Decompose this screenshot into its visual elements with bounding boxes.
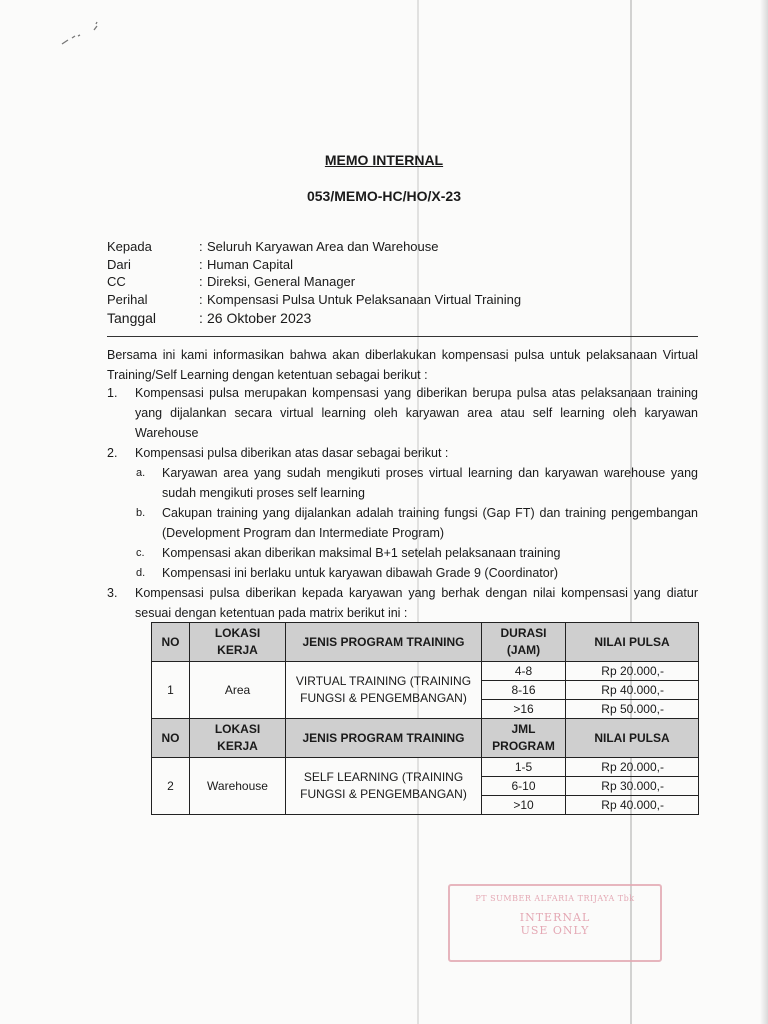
col-header-no: NO [152, 719, 190, 758]
list-number: 1. [107, 386, 118, 400]
cell-lokasi: Area [190, 662, 286, 719]
list-text: Kompensasi pulsa diberikan atas dasar sebagai berikut : [135, 446, 449, 460]
col-header-no: NO [152, 623, 190, 662]
header-value: Human Capital [207, 256, 293, 272]
list-item [107, 443, 698, 463]
table-row [152, 758, 699, 777]
col-header-durasi: DURASI (JAM) [482, 623, 566, 662]
header-colon: : [199, 291, 203, 307]
sub-list-letter: c. [136, 547, 145, 559]
col-header-jml: JML PROGRAM [482, 719, 566, 758]
sub-list-letter: d. [136, 567, 146, 579]
header-colon: : [199, 310, 203, 326]
col-header-nilai: NILAI PULSA [566, 623, 699, 662]
cell-nilai: Rp 50.000,- [566, 700, 699, 719]
cell-nilai: Rp 40.000,- [566, 681, 699, 700]
sub-list-item [136, 543, 698, 563]
col-header-nilai: NILAI PULSA [566, 719, 699, 758]
header-label: Tanggal [107, 310, 157, 326]
stamp-line-1: INTERNAL [519, 911, 591, 924]
header-divider [107, 336, 698, 337]
list-item [107, 383, 698, 443]
sub-list-text: Kompensasi akan diberikan maksimal B+1 setelah pelaksanaan training [162, 546, 561, 560]
sub-list-text: Cakupan training yang dijalankan adalah training fungsi (Gap FT) dan training pengembangan (Development Program dan Intermediate Program) [162, 506, 698, 540]
memo-title: MEMO INTERNAL [324, 152, 444, 168]
header-row-dari [107, 256, 521, 274]
header-row-cc [107, 273, 521, 291]
list-item [107, 583, 698, 623]
table-header-row [152, 719, 699, 758]
stamp-line-2: USE ONLY [520, 924, 590, 937]
list-text: Kompensasi pulsa diberikan kepada karyawan yang berhak dengan nilai kompensasi yang diatur sesuai dengan ketentuan pada matrix berikut ini : [135, 586, 698, 620]
cell-lokasi: Warehouse [190, 758, 286, 815]
sub-list-text: Karyawan area yang sudah mengikuti proses virtual learning dan karyawan warehouse yang sudah mengikuti proses self learning [162, 466, 698, 500]
header-row-tanggal [107, 308, 521, 328]
col-header-lokasi: LOKASI KERJA [190, 623, 286, 662]
pen-mark-icon [58, 14, 118, 54]
sub-list-text: Kompensasi ini berlaku untuk karyawan dibawah Grade 9 (Coordinator) [162, 566, 559, 580]
header-label: CC [107, 274, 126, 289]
header-label: Kepada [107, 239, 152, 254]
cell-range: >16 [482, 700, 566, 719]
sub-list-item [136, 463, 698, 503]
header-label: Dari [107, 256, 131, 272]
table-header-row [152, 623, 699, 662]
cell-nilai: Rp 30.000,- [566, 777, 699, 796]
list-text: Kompensasi pulsa merupakan kompensasi yang diberikan berupa pulsa atas pelaksanaan training yang dijalankan secara virtual learning oleh karyawan area atau self learning oleh karyawan Warehouse [135, 386, 698, 440]
header-value: 26 Oktober 2023 [207, 310, 312, 326]
cell-range: 1-5 [482, 758, 566, 777]
list-number: 2. [107, 446, 118, 460]
cell-range: 4-8 [482, 662, 566, 681]
cell-no: 2 [152, 758, 190, 815]
memo-header [107, 238, 521, 328]
sub-list-item [136, 503, 698, 543]
table-row [152, 662, 699, 681]
cell-nilai: Rp 20.000,- [566, 758, 699, 777]
cell-nilai: Rp 20.000,- [566, 662, 699, 681]
header-row-kepada [107, 238, 521, 256]
cell-range: >10 [482, 796, 566, 815]
cell-no: 1 [152, 662, 190, 719]
sub-list-item [136, 563, 698, 583]
cell-program: SELF LEARNING (TRAINING FUNGSI & PENGEMBANGAN) [286, 758, 482, 815]
sub-list-letter: a. [136, 467, 146, 479]
cell-program: VIRTUAL TRAINING (TRAINING FUNGSI & PENGEMBANGAN) [286, 662, 482, 719]
header-colon: : [199, 274, 203, 289]
cell-range: 8-16 [482, 681, 566, 700]
header-value: Direksi, General Manager [207, 274, 356, 289]
col-header-jenis: JENIS PROGRAM TRAINING [286, 719, 482, 758]
header-label: Perihal [107, 291, 148, 307]
intro-paragraph: Bersama ini kami informasikan bahwa akan diberlakukan kompensasi pulsa untuk pelaksanaan Virtual Training/Self Learning dengan ketentuan sebagai berikut : [107, 348, 698, 382]
header-colon: : [199, 239, 203, 254]
col-header-jenis: JENIS PROGRAM TRAINING [286, 623, 482, 662]
header-colon: : [199, 256, 203, 272]
sub-list-letter: b. [136, 507, 146, 519]
header-value: Seluruh Karyawan Area dan Warehouse [207, 239, 439, 254]
stamp-company: PT SUMBER ALFARIA TRIJAYA Tbk [475, 894, 635, 903]
list-number: 3. [107, 586, 118, 600]
header-row-perihal [107, 291, 521, 309]
internal-use-stamp [448, 884, 662, 962]
header-value: Kompensasi Pulsa Untuk Pelaksanaan Virtual Training [207, 291, 522, 307]
compensation-matrix-table [151, 622, 699, 815]
cell-range: 6-10 [482, 777, 566, 796]
col-header-lokasi: LOKASI KERJA [190, 719, 286, 758]
memo-number: 053/MEMO-HC/HO/X-23 [306, 188, 462, 204]
cell-nilai: Rp 40.000,- [566, 796, 699, 815]
